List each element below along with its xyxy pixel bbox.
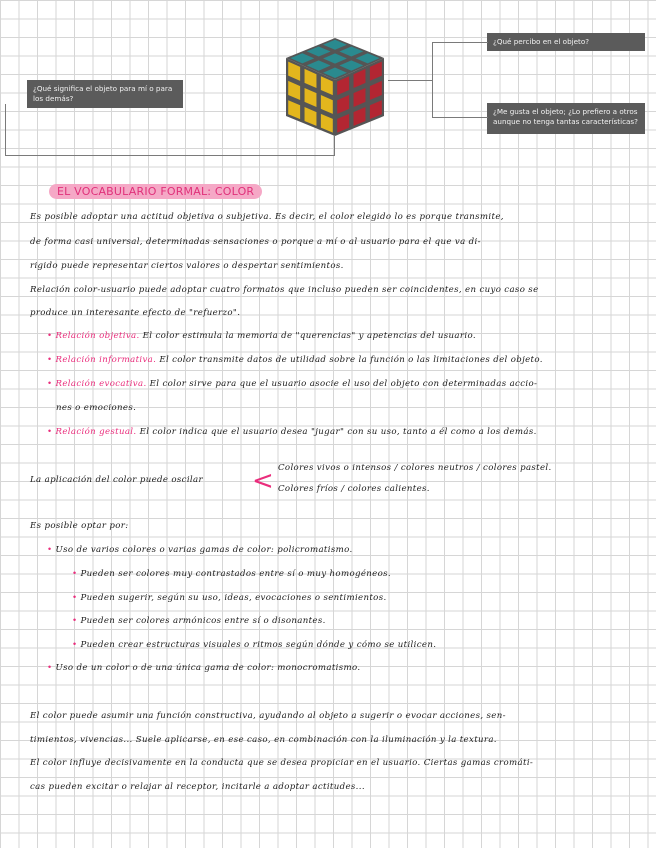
p2-line: Relación color-usuario puede adoptar cuatro formatos que incluso pueden ser coincidentes, en cuyo caso se — [30, 285, 539, 295]
optar-subitem-text: Pueden sugerir, según su uso, ideas, evocaciones o sentimientos. — [80, 593, 387, 603]
format-item — [47, 379, 537, 389]
connector-top-h — [432, 42, 488, 43]
p3-line: El color puede asumir una función constructiva, ayudando al objeto a sugerir o evocar acciones, sen- — [30, 711, 506, 721]
format-label: Relación objetiva. — [55, 331, 140, 341]
bullet-dot: • — [47, 663, 56, 673]
application-option: Colores vivos o intensos / colores neutros / colores pastel. — [278, 463, 552, 473]
optar-item — [47, 545, 353, 555]
p3-line: timientos, vivencias... Suele aplicarse, en ese caso, en combinación con la iluminación y la textura. — [30, 735, 497, 745]
connector-mid-h — [432, 117, 488, 118]
callout-gusta: ¿Me gusta el objeto; ¿Lo prefiero a otros aunque no tenga tantas características? — [487, 103, 645, 134]
p1-line: de forma casi universal, determinadas sensaciones o porque a mí o al usuario para el que va di- — [30, 237, 481, 247]
p2-line: produce un interesante efecto de "refuerzo". — [30, 308, 241, 318]
format-text: El color estimula la memoria de "querencias" y apetencias del usuario. — [139, 331, 476, 341]
bullet-dot: • — [47, 545, 56, 555]
format-label: Relación evocativa. — [55, 379, 147, 389]
optar-item-text: Uso de un color o de una única gama de color: monocromatismo. — [55, 663, 361, 673]
application-lead: La aplicación del color puede oscilar — [30, 475, 203, 485]
bullet-dot: • — [72, 640, 81, 650]
optar-lead: Es posible optar por: — [30, 521, 129, 531]
optar-item-text: Uso de varios colores o varias gamas de color: policromatismo. — [55, 545, 353, 555]
format-item — [47, 331, 476, 341]
format-item-cont: nes o emociones. — [56, 403, 137, 413]
bullet-dot: • — [72, 593, 81, 603]
optar-item — [47, 663, 360, 673]
format-label: Relación gestual. — [55, 427, 137, 437]
callout-percibo: ¿Qué percibo en el objeto? — [487, 33, 645, 51]
connector-left-h — [5, 155, 335, 156]
section-title-wrap — [49, 180, 262, 199]
p3-line: cas pueden excitar o relajar al receptor, incitarle a adoptar actitudes... — [30, 782, 365, 792]
bullet-dot: • — [72, 569, 81, 579]
connector-left-up — [334, 136, 335, 156]
format-text: El color indica que el usuario desea "jugar" con su uso, tanto a él como a los demás. — [136, 427, 537, 437]
optar-subitem — [72, 640, 436, 650]
bullet-dot: • — [72, 616, 81, 626]
optar-subitem — [72, 593, 387, 603]
p3-line: El color influye decisivamente en la conducta que se desea propiciar en el usuario. Ciertas gamas cromáti- — [30, 758, 534, 768]
connector-cube-h — [388, 80, 433, 81]
format-item — [47, 355, 543, 365]
format-label: Relación informativa. — [55, 355, 157, 365]
callout-significado: ¿Qué significa el objeto para mí o para los demás? — [27, 80, 183, 108]
brace-icon: < — [252, 466, 274, 496]
format-text: El color sirve para que el usuario asocie el uso del objeto con determinadas accio- — [146, 379, 538, 389]
bullet-dot: • — [47, 331, 56, 341]
format-text: El color transmite datos de utilidad sobre la función o las limitaciones del objeto. — [156, 355, 543, 365]
optar-subitem — [72, 616, 326, 626]
rubiks-cube-illustration — [282, 34, 388, 138]
application-option: Colores fríos / colores calientes. — [278, 484, 430, 494]
optar-subitem-text: Pueden ser colores muy contrastados entre sí o muy homogéneos. — [80, 569, 391, 579]
bullet-dot: • — [47, 379, 56, 389]
p1-line: rigido puede representar ciertos valores o despertar sentimientos. — [30, 261, 344, 271]
optar-subitem-text: Pueden crear estructuras visuales o ritmos según dónde y cómo se utilicen. — [80, 640, 437, 650]
bullet-dot: • — [47, 355, 56, 365]
optar-subitem-text: Pueden ser colores armónicos entre sí o disonantes. — [80, 616, 326, 626]
format-item — [47, 427, 537, 437]
p1-line: Es posible adoptar una actitud objetiva o subjetiva. Es decir, el color elegido lo es porque transmite, — [30, 212, 504, 222]
optar-subitem — [72, 569, 391, 579]
section-title: EL VOCABULARIO FORMAL: COLOR — [49, 184, 262, 199]
bullet-dot: • — [47, 427, 56, 437]
connector-left-v — [5, 104, 6, 156]
